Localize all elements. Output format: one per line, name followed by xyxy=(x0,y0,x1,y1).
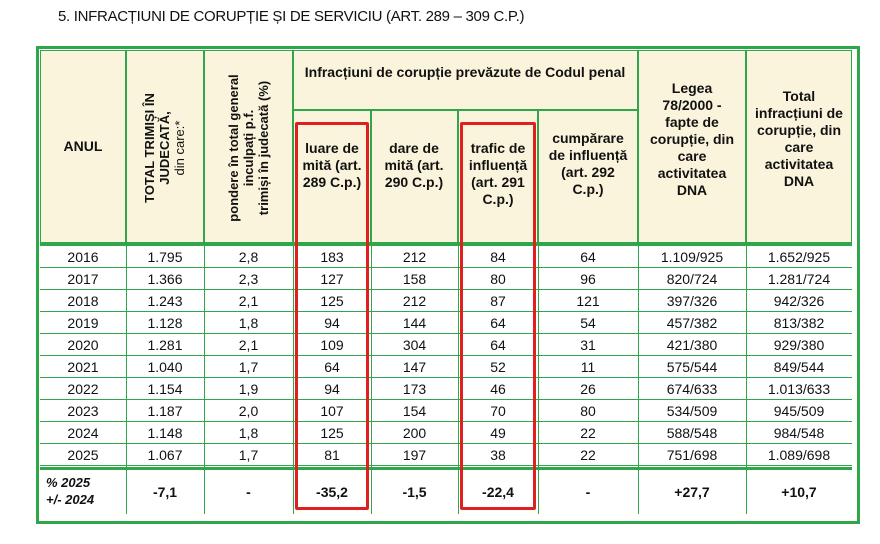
table-cell: 984/548 xyxy=(773,425,825,441)
table-cell: 1,7 xyxy=(238,447,259,463)
header-anul: ANUL xyxy=(63,138,103,154)
table-row xyxy=(40,290,852,312)
table-cell: 2017 xyxy=(67,271,99,287)
table-cell: 2020 xyxy=(67,337,99,353)
header-cumparare: cumpărare de influență (art. 292 C.p.) xyxy=(548,130,628,197)
footer-cell: -22,4 xyxy=(482,484,514,500)
table-cell: 942/326 xyxy=(773,293,825,309)
table-row xyxy=(40,400,852,422)
table-cell: 52 xyxy=(490,359,506,375)
grid-line xyxy=(458,246,459,468)
table-cell: 46 xyxy=(490,381,506,397)
table-cell: 397/326 xyxy=(666,293,718,309)
table-cell: 64 xyxy=(324,359,340,375)
grid-line xyxy=(638,246,639,468)
table-cell: 80 xyxy=(580,403,596,419)
table-cell: 80 xyxy=(490,271,506,287)
table-cell: 575/544 xyxy=(666,359,718,375)
table-cell: 945/509 xyxy=(773,403,825,419)
table-cell: 1.067 xyxy=(147,447,183,463)
table-cell: 2018 xyxy=(67,293,99,309)
table-cell: 1.281/724 xyxy=(767,271,831,287)
table-cell: 2,8 xyxy=(238,249,259,265)
table-cell: 1,7 xyxy=(238,359,259,375)
table-row xyxy=(40,444,852,466)
table-cell: 64 xyxy=(490,315,506,331)
table-cell: 200 xyxy=(402,425,427,441)
table-cell: 1.013/633 xyxy=(767,381,831,397)
table-row xyxy=(40,422,852,444)
table-cell: 2,0 xyxy=(238,403,259,419)
table-cell: 2,1 xyxy=(238,337,259,353)
table-cell: 64 xyxy=(490,337,506,353)
table-cell: 2019 xyxy=(67,315,99,331)
table-row xyxy=(40,246,852,268)
table-row xyxy=(40,356,852,378)
table-cell: 212 xyxy=(402,293,427,309)
table-row xyxy=(40,268,852,290)
table-cell: 2022 xyxy=(67,381,99,397)
table-cell: 1.148 xyxy=(147,425,183,441)
table-cell: 94 xyxy=(324,381,340,397)
table-row xyxy=(40,334,852,356)
table-cell: 849/544 xyxy=(773,359,825,375)
table-cell: 2023 xyxy=(67,403,99,419)
table-cell: 94 xyxy=(324,315,340,331)
header-trafic: trafic de influență (art. 291 C.p.) xyxy=(468,140,528,207)
table-cell: 304 xyxy=(402,337,427,353)
header-total-trimisi: TOTAL TRIMIȘI ÎN JUDECATĂ, din care:* xyxy=(142,93,187,203)
table-cell: 2021 xyxy=(67,359,99,375)
grid-line xyxy=(371,246,372,468)
table-row xyxy=(40,312,852,334)
table-cell: 1.109/925 xyxy=(660,249,724,265)
table-cell: 1,8 xyxy=(238,315,259,331)
footer-cell: +10,7 xyxy=(781,484,817,500)
table-cell: 38 xyxy=(490,447,506,463)
table-cell: 64 xyxy=(580,249,596,265)
table-cell: 197 xyxy=(402,447,427,463)
table-cell: 96 xyxy=(580,271,596,287)
table-cell: 54 xyxy=(580,315,596,331)
table-cell: 11 xyxy=(580,359,596,375)
table-cell: 1.652/925 xyxy=(767,249,831,265)
table-cell: 212 xyxy=(402,249,427,265)
highlight-luare-column xyxy=(295,122,369,510)
grid-line xyxy=(126,246,127,468)
grid-line xyxy=(538,246,539,468)
page-title: 5. INFRACȚIUNI DE CORUPȚIE ȘI DE SERVICIU (ART. 289 – 309 C.P.) xyxy=(58,8,525,25)
footer-cell: -1,5 xyxy=(402,484,427,500)
grid-line xyxy=(293,246,294,468)
table-cell: 2024 xyxy=(67,425,99,441)
table-cell: 421/380 xyxy=(666,337,718,353)
table-cell: 1.243 xyxy=(147,293,183,309)
table-cell: 1.040 xyxy=(147,359,183,375)
table-cell: 929/380 xyxy=(773,337,825,353)
table-cell: 1,8 xyxy=(238,425,259,441)
table-cell: 2016 xyxy=(67,249,99,265)
table-cell: 87 xyxy=(490,293,506,309)
grid-line xyxy=(746,246,747,468)
table-cell: 820/724 xyxy=(666,271,718,287)
table-cell: 2,3 xyxy=(238,271,259,287)
table-cell: 49 xyxy=(490,425,506,441)
table-cell: 84 xyxy=(490,249,506,265)
table-cell: 26 xyxy=(580,381,596,397)
table-cell: 751/698 xyxy=(666,447,718,463)
table-cell: 22 xyxy=(580,447,596,463)
table-cell: 1.154 xyxy=(147,381,183,397)
table-cell: 1.128 xyxy=(147,315,183,331)
table-cell: 125 xyxy=(320,425,344,441)
table-cell: 674/633 xyxy=(666,381,718,397)
footer-cell: -35,2 xyxy=(316,484,348,500)
footer-label: % 2025 +/- 2024 xyxy=(46,475,95,507)
table-cell: 534/509 xyxy=(666,403,718,419)
table-cell: 588/548 xyxy=(666,425,718,441)
table-cell: 173 xyxy=(402,381,427,397)
table-cell: 147 xyxy=(402,359,427,375)
footer-cell: - xyxy=(585,484,591,500)
table-cell: 2,1 xyxy=(238,293,259,309)
table-cell: 125 xyxy=(320,293,344,309)
footer-cell: -7,1 xyxy=(152,484,178,500)
table-cell: 158 xyxy=(402,271,427,287)
header-group: Infracțiuni de corupție prevăzute de Codul penal xyxy=(304,64,626,80)
table-cell: 1.795 xyxy=(147,249,183,265)
table-cell: 31 xyxy=(580,337,596,353)
table-cell: 183 xyxy=(320,249,344,265)
table-cell: 107 xyxy=(320,403,344,419)
header-dare: dare de mită (art. 290 C.p.) xyxy=(384,140,444,190)
table-cell: 2025 xyxy=(67,447,99,463)
table-cell: 70 xyxy=(490,403,506,419)
header-pondere: pondere în total general inculpați p.f. trimiși în judecată (%) xyxy=(226,74,271,222)
table-cell: 1.187 xyxy=(147,403,183,419)
header-legea: Legea 78/2000 -fapte de corupție, din care activitatea DNA xyxy=(650,80,734,198)
table-cell: 1.281 xyxy=(147,337,183,353)
table-cell: 1,9 xyxy=(238,381,259,397)
table-cell: 1.089/698 xyxy=(767,447,831,463)
table-cell: 22 xyxy=(580,425,596,441)
header-luare: luare de mită (art. 289 C.p.) xyxy=(302,140,362,190)
footer-cell: - xyxy=(246,484,251,500)
footer-cell: +27,7 xyxy=(674,484,710,500)
table-cell: 144 xyxy=(402,315,427,331)
table-cell: 121 xyxy=(576,293,600,309)
table-cell: 81 xyxy=(324,447,340,463)
table-cell: 127 xyxy=(320,271,344,287)
table-cell: 457/382 xyxy=(666,315,718,331)
table-cell: 813/382 xyxy=(773,315,825,331)
table-cell: 154 xyxy=(402,403,427,419)
table-cell: 1.366 xyxy=(147,271,183,287)
table-cell: 109 xyxy=(320,337,344,353)
table-row xyxy=(40,378,852,400)
grid-line xyxy=(204,246,205,468)
highlight-trafic-column xyxy=(460,122,536,510)
header-total-infractiuni: Total infracțiuni de corupție, din care activitatea DNA xyxy=(755,88,843,189)
